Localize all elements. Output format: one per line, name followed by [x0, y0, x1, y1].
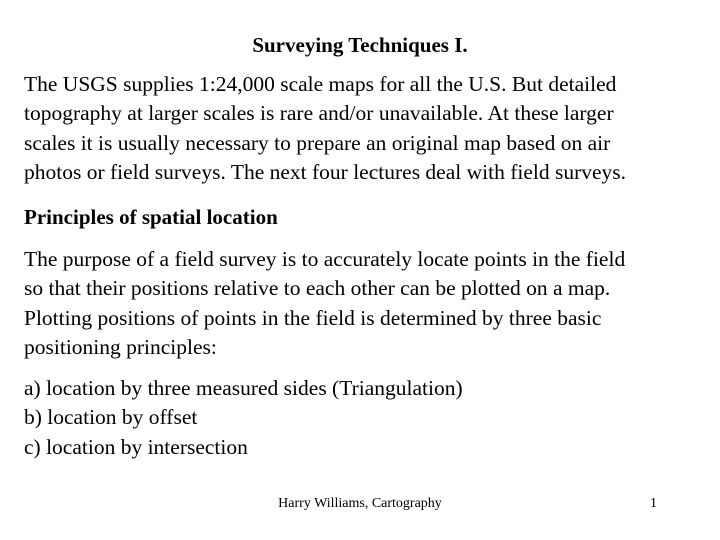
- principle-item: c) location by intersection: [24, 434, 248, 459]
- principle-item: b) location by offset: [24, 405, 198, 430]
- purpose-line: The purpose of a field survey is to accurately locate points in the field: [24, 247, 626, 271]
- purpose-paragraph: [24, 245, 700, 362]
- slide-title: Surveying Techniques I.: [252, 33, 468, 57]
- principle-item: a) location by three measured sides (Triangulation): [24, 376, 463, 400]
- intro-line: scales it is usually necessary to prepare an original map based on air: [24, 130, 611, 155]
- purpose-line: Plotting positions of points in the field is determined by three basic: [24, 305, 602, 330]
- footer-author: Harry Williams, Cartography: [278, 496, 442, 511]
- principles-list: [24, 374, 700, 462]
- purpose-line: positioning principles:: [24, 334, 217, 359]
- intro-paragraph: [24, 70, 700, 187]
- intro-line: The USGS supplies 1:24,000 scale maps for all the U.S. But detailed: [24, 72, 617, 96]
- purpose-line: so that their positions relative to each other can be plotted on a map.: [24, 276, 611, 301]
- intro-line: photos or field surveys. The next four lectures deal with field surveys.: [24, 159, 627, 184]
- intro-line: topography at larger scales is rare and/or unavailable. At these larger: [24, 101, 614, 126]
- page-number: 1: [650, 496, 657, 511]
- section-heading: Principles of spatial location: [24, 205, 278, 229]
